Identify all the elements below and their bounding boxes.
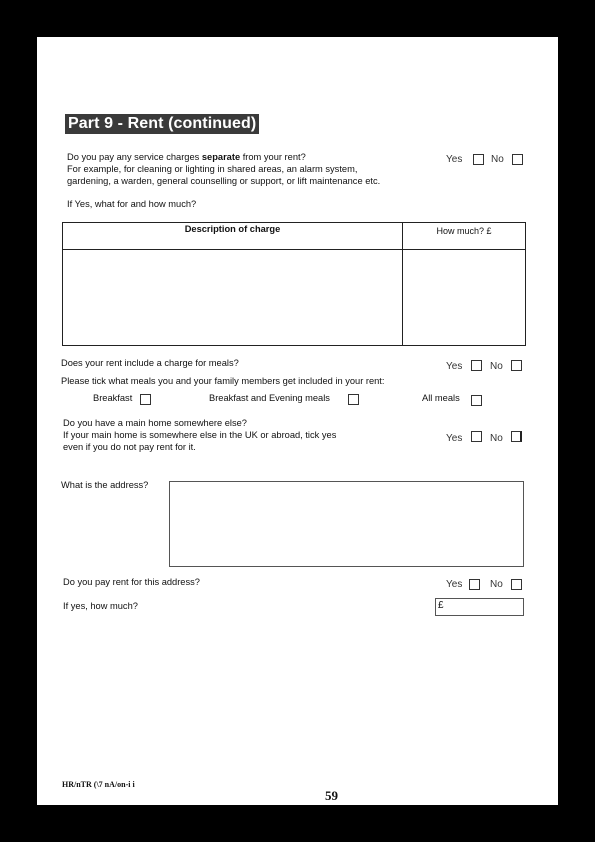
pay-rent-yes-label: Yes <box>446 579 463 590</box>
meals-yes-label: Yes <box>446 361 463 372</box>
all-meals-label: All meals <box>422 393 460 403</box>
pay-rent-question: Do you pay rent for this address? <box>63 577 200 587</box>
service-charges-question: Do you pay any service charges separate from your rent? <box>67 152 306 162</box>
how-much-question: If yes, how much? <box>63 601 138 611</box>
breakfast-evening-checkbox[interactable] <box>348 394 359 405</box>
col-description-header: Description of charge <box>63 223 403 250</box>
breakfast-evening-label: Breakfast and Evening meals <box>209 393 330 403</box>
page-number: 59 <box>325 788 338 803</box>
pay-rent-yes-checkbox[interactable] <box>469 579 480 590</box>
section-title: Part 9 - Rent (continued) <box>65 114 259 134</box>
breakfast-label: Breakfast <box>93 393 133 403</box>
description-cell[interactable] <box>63 250 403 346</box>
main-home-question: Do you have a main home somewhere else? <box>63 418 247 428</box>
what-for-question: If Yes, what for and how much? <box>67 199 197 209</box>
rent-amount-field[interactable] <box>435 598 524 616</box>
main-home-yes-checkbox[interactable] <box>471 431 482 442</box>
pay-rent-no-label: No <box>490 579 503 590</box>
address-box[interactable] <box>169 481 524 567</box>
breakfast-checkbox[interactable] <box>140 394 151 405</box>
meals-yes-checkbox[interactable] <box>471 360 482 371</box>
meals-question: Does your rent include a charge for meals? <box>61 358 239 368</box>
pay-rent-no-checkbox[interactable] <box>511 579 522 590</box>
service-no-label: No <box>491 154 504 165</box>
form-code: HR/nTR (\7 nA/on-i i <box>62 780 135 789</box>
meals-no-checkbox[interactable] <box>511 360 522 371</box>
service-charges-example-2: gardening, a warden, general counselling or support, or lift maintenance etc. <box>67 176 381 186</box>
form-page <box>37 37 558 805</box>
amount-cell[interactable] <box>403 250 526 346</box>
charges-table <box>62 222 526 346</box>
main-home-instruction-1: If your main home is somewhere else in the UK or abroad, tick yes <box>63 430 337 440</box>
meals-no-label: No <box>490 361 503 372</box>
service-no-checkbox[interactable] <box>512 154 523 165</box>
tick-meals-instruction: Please tick what meals you and your family members get included in your rent: <box>61 376 385 386</box>
all-meals-checkbox[interactable] <box>471 395 482 406</box>
pound-sign: £ <box>438 600 444 611</box>
main-home-no-checkbox[interactable] <box>511 431 522 442</box>
service-yes-checkbox[interactable] <box>473 154 484 165</box>
service-yes-label: Yes <box>446 154 463 165</box>
service-charges-example-1: For example, for cleaning or lighting in shared areas, an alarm system, <box>67 164 358 174</box>
col-amount-header: How much? £ <box>403 223 526 250</box>
main-home-instruction-2: even if you do not pay rent for it. <box>63 442 196 452</box>
main-home-no-label: No <box>490 433 503 444</box>
address-question: What is the address? <box>61 480 149 490</box>
main-home-yes-label: Yes <box>446 433 463 444</box>
